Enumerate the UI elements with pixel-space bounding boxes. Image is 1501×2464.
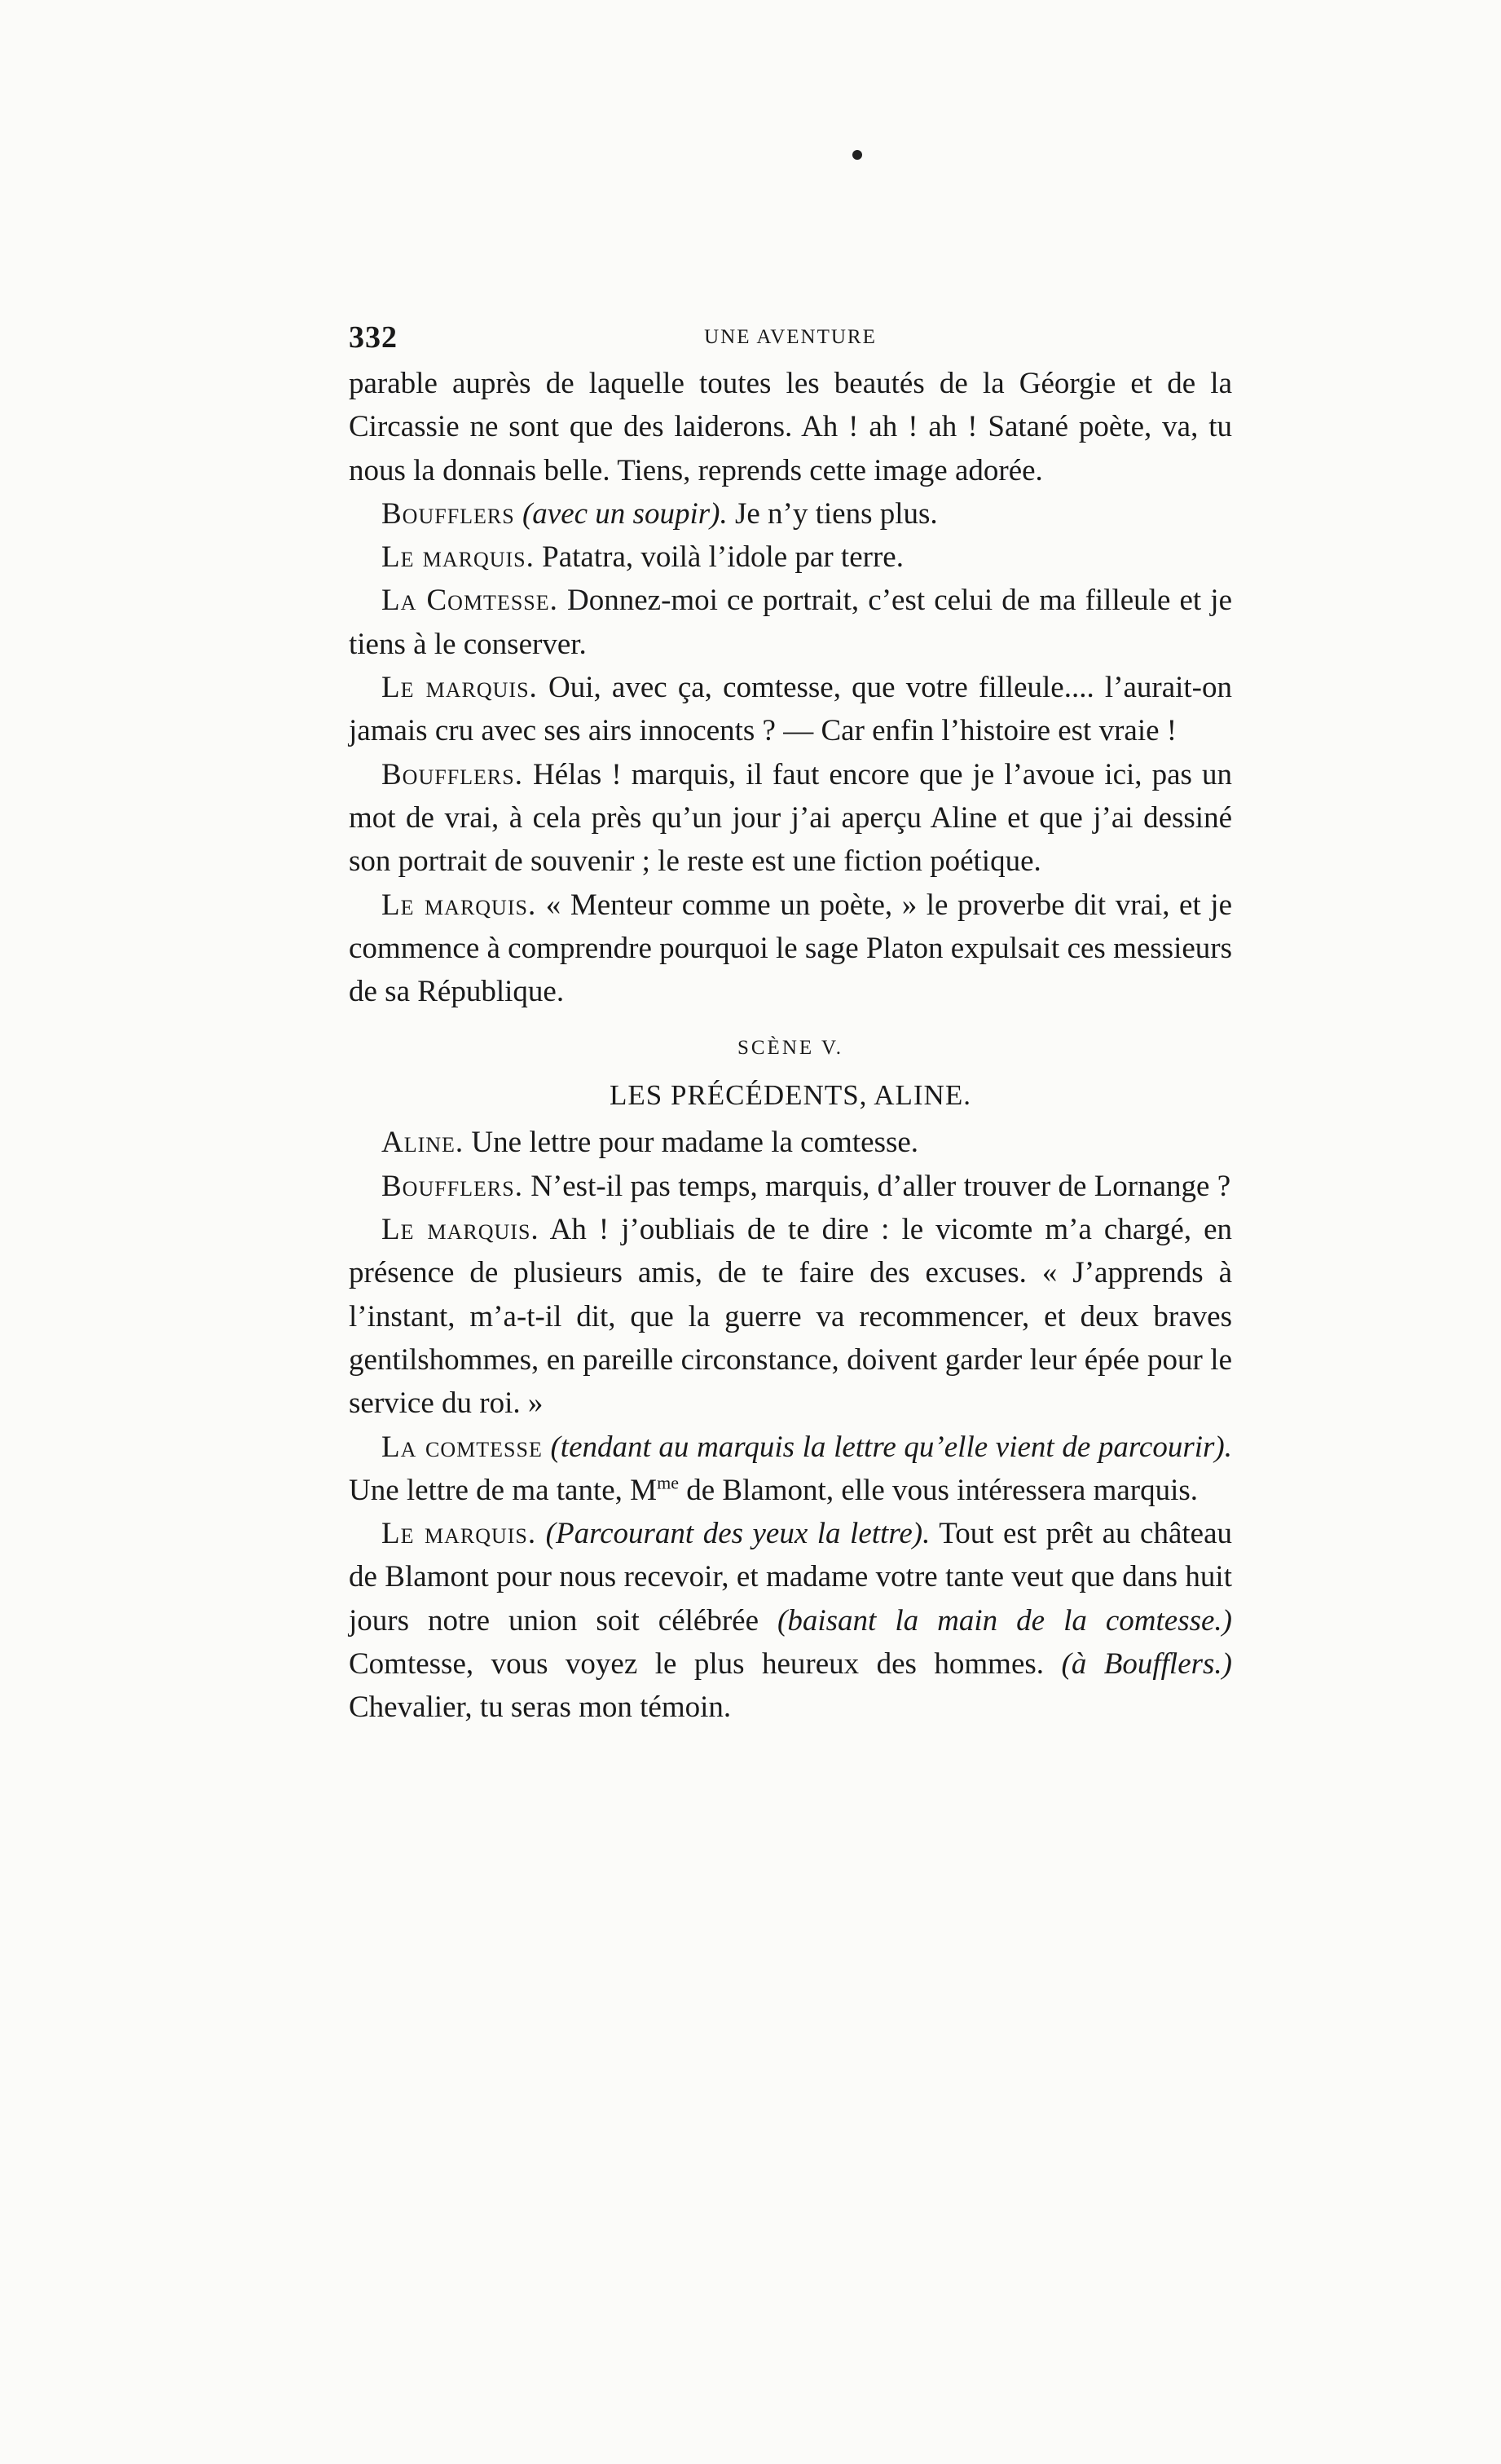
speaker-name: Aline. (381, 1126, 464, 1160)
paragraph (349, 1426, 1232, 1513)
paragraph-text: « Menteur comme un poète, » le proverbe dit vrai, et je commence à comprendre pourquoi le sage Platon expulsait ces messieurs de sa République. (349, 888, 1232, 1009)
paragraph-text: N’est-il pas temps, marquis, d’aller trouver de Lornange ? (530, 1169, 1231, 1203)
paragraph (349, 362, 1232, 492)
speaker-name: La Comtesse. (381, 584, 558, 618)
running-title: UNE AVENTURE (704, 326, 877, 348)
paragraph (349, 492, 1232, 536)
paragraph (349, 1165, 1232, 1208)
speaker-name: Boufflers. (381, 1169, 523, 1203)
paragraph-text: Je n’y tiens plus. (734, 496, 938, 531)
paragraph-text: parable auprès de laquelle toutes les beautés de la Géorgie et de la Circassie ne sont que des laiderons. Ah ! ah ! ah ! Satané poète, va, tu nous la donnais belle. Tiens, reprends cette image adorée. (349, 367, 1232, 487)
paragraph-text: Chevalier, tu seras mon témoin. (349, 1690, 732, 1725)
speaker-name: Boufflers. (381, 757, 523, 791)
paragraph (349, 1121, 1232, 1164)
paragraph (349, 579, 1232, 666)
speaker-name: Le marquis. (381, 671, 538, 705)
speaker-name: Le marquis. (381, 1517, 537, 1551)
paragraph-text: Comtesse, vous voyez le plus heureux des hommes. (349, 1647, 1045, 1682)
paragraph-text: Oui, avec ça, comtesse, que votre filleule.... l’aurait-on jamais cru avec ses airs innocents ? — Car enfin l’histoire est vraie ! (349, 671, 1233, 748)
speaker-name: Le marquis. (381, 1213, 539, 1247)
paragraph-text: de Blamont, elle vous intéressera marquis. (678, 1473, 1199, 1507)
superscript: me (657, 1472, 679, 1493)
page-number: 332 (349, 320, 398, 355)
stage-direction: (tendant au marquis la lettre qu’elle vient de parcourir). (550, 1430, 1233, 1464)
paragraph-text: Tout est prêt au château de Blamont pour nous recevoir, et madame votre tante veut que dans huit jours notre union soit célébrée (349, 1517, 1232, 1638)
stage-direction: (baisant la main de la comtesse.) (777, 1603, 1232, 1638)
stage-direction: (à Boufflers.) (1061, 1647, 1233, 1682)
scene-number: SCÈNE V. (737, 1037, 844, 1060)
paragraph (349, 1208, 1232, 1425)
paragraph-text: Ah ! j’oubliais de te dire : le vicomte m’a chargé, en présence de plusieurs amis, de te faire des excuses. « J’apprends à l’instant, m’a-t-il dit, que la guerre va recommencer, et deux braves gentilshommes, en pareille circonstance, doivent garder leur épée pour le service du roi. » (349, 1213, 1233, 1421)
speaker-name: La comtesse (381, 1430, 543, 1464)
paragraph-text: Une lettre de ma tante, M (349, 1473, 658, 1507)
paragraph-text: Patatra, voilà l’idole par terre. (542, 540, 904, 575)
speaker-name: Boufflers (381, 496, 515, 531)
ink-speck (852, 150, 862, 160)
paragraph-text: Hélas ! marquis, il faut encore que je l’avoue ici, pas un mot de vrai, à cela près qu’un jour j’ai aperçu Aline et que j’ai dessiné son portrait de souvenir ; le reste est une fiction poétique. (349, 757, 1233, 879)
paragraph (349, 1512, 1232, 1729)
stage-direction: (avec un soupir). (522, 496, 728, 531)
page-body (349, 362, 1232, 1730)
paragraph (349, 753, 1232, 884)
page-header (349, 320, 1232, 360)
paragraph (349, 536, 1232, 579)
speaker-name: Le marquis. (381, 540, 535, 575)
paragraph (349, 884, 1232, 1014)
scene-title: LES PRÉCÉDENTS, ALINE. (610, 1079, 971, 1112)
speaker-name: Le marquis. (381, 888, 537, 922)
paragraph (349, 666, 1232, 753)
paragraph-text: Une lettre pour madame la comtesse. (471, 1126, 919, 1160)
paragraph-text: Donnez-moi ce portrait, c’est celui de ma filleule et je tiens à le conserver. (349, 584, 1232, 661)
stage-direction: (Parcourant des yeux la lettre). (545, 1517, 931, 1551)
